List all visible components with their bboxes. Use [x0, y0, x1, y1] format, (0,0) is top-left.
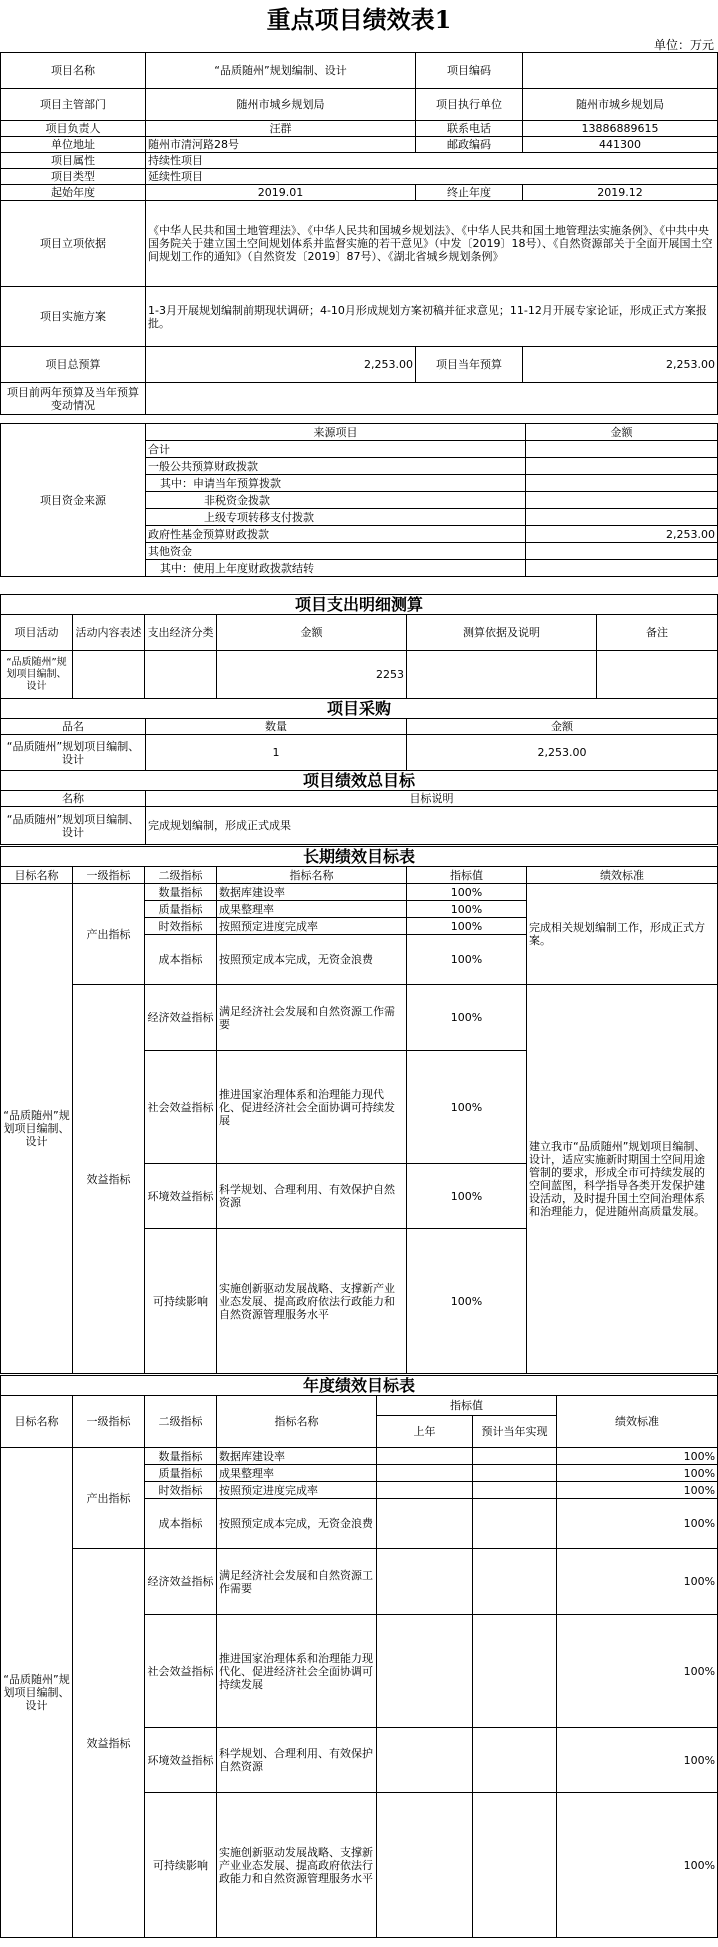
phone-value: 13886889615: [523, 121, 718, 137]
annual-header: 一级指标: [73, 1396, 145, 1448]
longterm-value: 100%: [407, 1229, 527, 1374]
dept-value: 随州市城乡规划局: [146, 89, 416, 121]
annual-indicator: 按照预定进度完成率: [217, 1482, 377, 1499]
annual-level2: 环境效益指标: [145, 1728, 217, 1793]
project-name-label: 项目名称: [1, 53, 146, 89]
annual-level2: 可持续影响: [145, 1793, 217, 1938]
current-budget-value: 2,253.00: [523, 347, 718, 383]
detail-header: 备注: [597, 615, 718, 651]
detail-header: 项目活动: [1, 615, 73, 651]
funds-table: [0, 423, 718, 577]
end-year-label: 终止年度: [416, 185, 523, 201]
longterm-level2: 经济效益指标: [145, 985, 217, 1051]
overall-goal-table: [0, 770, 718, 845]
longterm-level2: 环境效益指标: [145, 1164, 217, 1229]
annual-indicator: 实施创新驱动发展战略、支撑新产业业态发展、提高政府依法行政能力和自然资源管理服务水平: [217, 1793, 377, 1938]
longterm-header: 绩效标准: [527, 867, 718, 884]
detail-table: [0, 594, 718, 699]
type-value: 延续性项目: [146, 169, 718, 185]
longterm-value: 100%: [407, 1164, 527, 1229]
funds-row: 合计: [146, 441, 526, 458]
funds-amount: [526, 543, 718, 560]
purchase-header: 品名: [1, 719, 146, 735]
overall-desc: 完成规划编制，形成正式成果: [146, 807, 718, 845]
funds-row: 其中：使用上年度财政拨款结转: [146, 560, 526, 577]
funds-amount: [526, 560, 718, 577]
end-year-value: 2019.12: [523, 185, 718, 201]
purchase-table: [0, 698, 718, 771]
project-code-value: [523, 53, 718, 89]
longterm-level2: 成本指标: [145, 935, 217, 985]
longterm-value: 100%: [407, 884, 527, 901]
purchase-header: 数量: [146, 719, 407, 735]
postcode-label: 邮政编码: [416, 137, 523, 153]
annual-indicator: 成果整理率: [217, 1465, 377, 1482]
funds-row: 一般公共预算财政拨款: [146, 458, 526, 475]
prev-budget-label: 项目前两年预算及当年预算变动情况: [1, 383, 146, 415]
longterm-standard: 完成相关规划编制工作，形成正式方案。: [527, 884, 718, 985]
purchase-amount: 2,253.00: [407, 735, 718, 771]
type-label: 项目类型: [1, 169, 146, 185]
longterm-value: 100%: [407, 935, 527, 985]
longterm-indicator: 按照预定进度完成率: [217, 918, 407, 935]
address-value: 随州市清河路28号: [146, 137, 416, 153]
leader-label: 项目负责人: [1, 121, 146, 137]
longterm-value: 100%: [407, 985, 527, 1051]
prev-budget-value: [146, 383, 718, 415]
annual-header: 绩效标准: [557, 1396, 718, 1448]
annual-cur: [473, 1465, 557, 1482]
leader-value: 汪群: [146, 121, 416, 137]
annual-cur: [473, 1482, 557, 1499]
annual-standard: 100%: [557, 1499, 718, 1549]
start-year-value: 2019.01: [146, 185, 416, 201]
longterm-header: 目标名称: [1, 867, 73, 884]
longterm-level2: 质量指标: [145, 901, 217, 918]
basis-value: 《中华人民共和国土地管理法》、《中华人民共和国城乡规划法》、《中华人民共和国土地管理法实施条例》、《中共中央国务院关于建立国土空间规划体系并监督实施的若干意见》（中发〔2019〕18号）、《自然资源部关于全面开展国土空间规划工作的通知》（自然资发〔2019〕87号）、《湖北省城乡规划条例》: [146, 201, 718, 287]
annual-cur: [473, 1728, 557, 1793]
annual-goal-table: [0, 1375, 718, 1938]
plan-label: 项目实施方案: [1, 287, 146, 347]
annual-standard: 100%: [557, 1465, 718, 1482]
purchase-qty: 1: [146, 735, 407, 771]
phone-label: 联系电话: [416, 121, 523, 137]
annual-level2: 成本指标: [145, 1499, 217, 1549]
funds-amount: [526, 509, 718, 526]
annual-prev: [377, 1499, 473, 1549]
detail-header: 测算依据及说明: [407, 615, 597, 651]
funds-amount: [526, 492, 718, 509]
funds-amount: [526, 458, 718, 475]
purchase-name: “品质随州”规划项目编制、设计: [1, 735, 146, 771]
exec-unit-label: 项目执行单位: [416, 89, 523, 121]
annual-prev: [377, 1728, 473, 1793]
annual-level2: 质量指标: [145, 1465, 217, 1482]
funds-row: 上级专项转移支付拨款: [146, 509, 526, 526]
funds-label: 项目资金来源: [1, 424, 146, 577]
annual-target: “品质随州”规划项目编制、设计: [1, 1448, 73, 1938]
annual-level1: 产出指标: [73, 1448, 145, 1549]
detail-header: 支出经济分类: [145, 615, 217, 651]
annual-standard: 100%: [557, 1482, 718, 1499]
project-code-label: 项目编码: [416, 53, 523, 89]
total-budget-value: 2,253.00: [146, 347, 416, 383]
annual-indicator: 按照预定成本完成，无资金浪费: [217, 1499, 377, 1549]
annual-prev: [377, 1448, 473, 1465]
longterm-level1: 产出指标: [73, 884, 145, 985]
annual-level1: 效益指标: [73, 1549, 145, 1938]
longterm-standard: 建立我市“品质随州”规划项目编制、设计，适应实施新时期国土空间用途管制的要求，形成全市可持续发展的空间蓝图，科学指导各类开发保护建设活动，及时提升国土空间治理体系和治理能力，促进随州高质量发展。: [527, 985, 718, 1374]
longterm-indicator: 成果整理率: [217, 901, 407, 918]
longterm-level2: 时效指标: [145, 918, 217, 935]
annual-cur: [473, 1615, 557, 1728]
project-name-value: “品质随州”规划编制、设计: [146, 53, 416, 89]
attribute-value: 持续性项目: [146, 153, 718, 169]
longterm-header: 指标值: [407, 867, 527, 884]
longterm-header: 一级指标: [73, 867, 145, 884]
overall-header: 名称: [1, 791, 146, 807]
dept-label: 项目主管部门: [1, 89, 146, 121]
longterm-indicator: 推进国家治理体系和治理能力现代化、促进经济社会全面协调可持续发展: [217, 1051, 407, 1164]
longterm-value: 100%: [407, 918, 527, 935]
annual-cur: [473, 1499, 557, 1549]
longterm-target: “品质随州”规划项目编制、设计: [1, 884, 73, 1374]
longterm-header: 二级指标: [145, 867, 217, 884]
annual-header: 指标值: [377, 1396, 557, 1416]
annual-prev: [377, 1615, 473, 1728]
funds-amount: [526, 441, 718, 458]
unit-label: 单位：万元: [653, 38, 714, 52]
longterm-indicator: 数据库建设率: [217, 884, 407, 901]
basic-info-table: [0, 52, 718, 415]
funds-row: 非税资金拨款: [146, 492, 526, 509]
overall-name: “品质随州”规划项目编制、设计: [1, 807, 146, 845]
annual-indicator: 科学规划、合理利用、有效保护自然资源: [217, 1728, 377, 1793]
annual-standard: 100%: [557, 1549, 718, 1615]
start-year-label: 起始年度: [1, 185, 146, 201]
detail-activity: “品质随州”规划项目编制、设计: [1, 651, 73, 699]
detail-header: 活动内容表述: [73, 615, 145, 651]
detail-section-title: 项目支出明细测算: [1, 595, 718, 615]
attribute-label: 项目属性: [1, 153, 146, 169]
annual-level2: 数量指标: [145, 1448, 217, 1465]
funds-amount: 2,253.00: [526, 526, 718, 543]
overall-header: 目标说明: [146, 791, 718, 807]
funds-source-header: 来源项目: [146, 424, 526, 441]
exec-unit-value: 随州市城乡规划局: [523, 89, 718, 121]
annual-header: 二级指标: [145, 1396, 217, 1448]
funds-row: 政府性基金预算财政拨款: [146, 526, 526, 543]
annual-standard: 100%: [557, 1615, 718, 1728]
annual-standard: 100%: [557, 1793, 718, 1938]
annual-section-title: 年度绩效目标表: [1, 1376, 718, 1396]
detail-content: [73, 651, 145, 699]
detail-header: 金额: [217, 615, 407, 651]
funds-amount: [526, 475, 718, 492]
annual-subheader: 上年: [377, 1416, 473, 1448]
purchase-section-title: 项目采购: [1, 699, 718, 719]
funds-row: 其中：申请当年预算拨款: [146, 475, 526, 492]
annual-indicator: 推进国家治理体系和治理能力现代化、促进经济社会全面协调可持续发展: [217, 1615, 377, 1728]
current-budget-label: 项目当年预算: [416, 347, 523, 383]
longterm-section-title: 长期绩效目标表: [1, 847, 718, 867]
longterm-indicator: 实施创新驱动发展战略、支撑新产业业态发展、提高政府依法行政能力和自然资源管理服务水平: [217, 1229, 407, 1374]
funds-row: 其他资金: [146, 543, 526, 560]
annual-prev: [377, 1465, 473, 1482]
annual-header: 指标名称: [217, 1396, 377, 1448]
annual-prev: [377, 1549, 473, 1615]
annual-cur: [473, 1448, 557, 1465]
detail-class: [145, 651, 217, 699]
longterm-value: 100%: [407, 901, 527, 918]
page-title: 重点项目绩效表1: [266, 5, 452, 34]
longterm-level2: 社会效益指标: [145, 1051, 217, 1164]
total-budget-label: 项目总预算: [1, 347, 146, 383]
annual-prev: [377, 1482, 473, 1499]
longterm-header: 指标名称: [217, 867, 407, 884]
annual-standard: 100%: [557, 1728, 718, 1793]
longterm-goal-table: [0, 846, 718, 1374]
longterm-level2: 数量指标: [145, 884, 217, 901]
longterm-indicator: 按照预定成本完成，无资金浪费: [217, 935, 407, 985]
longterm-level1: 效益指标: [73, 985, 145, 1374]
postcode-value: 441300: [523, 137, 718, 153]
annual-level2: 社会效益指标: [145, 1615, 217, 1728]
detail-note: [597, 651, 718, 699]
longterm-indicator: 满足经济社会发展和自然资源工作需要: [217, 985, 407, 1051]
overall-section-title: 项目绩效总目标: [1, 771, 718, 791]
annual-prev: [377, 1793, 473, 1938]
annual-level2: 经济效益指标: [145, 1549, 217, 1615]
annual-subheader: 预计当年实现: [473, 1416, 557, 1448]
basis-label: 项目立项依据: [1, 201, 146, 287]
annual-cur: [473, 1793, 557, 1938]
funds-amount-header: 金额: [526, 424, 718, 441]
annual-indicator: 满足经济社会发展和自然资源工作需要: [217, 1549, 377, 1615]
longterm-level2: 可持续影响: [145, 1229, 217, 1374]
purchase-header: 金额: [407, 719, 718, 735]
annual-header: 目标名称: [1, 1396, 73, 1448]
longterm-indicator: 科学规划、合理利用、有效保护自然资源: [217, 1164, 407, 1229]
address-label: 单位地址: [1, 137, 146, 153]
detail-amount: 2253: [217, 651, 407, 699]
annual-level2: 时效指标: [145, 1482, 217, 1499]
plan-value: 1-3月开展规划编制前期现状调研；4-10月形成规划方案初稿并征求意见；11-12月开展专家论证，形成正式方案报批。: [146, 287, 718, 347]
annual-indicator: 数据库建设率: [217, 1448, 377, 1465]
annual-standard: 100%: [557, 1448, 718, 1465]
longterm-value: 100%: [407, 1051, 527, 1164]
annual-cur: [473, 1549, 557, 1615]
detail-basis: [407, 651, 597, 699]
